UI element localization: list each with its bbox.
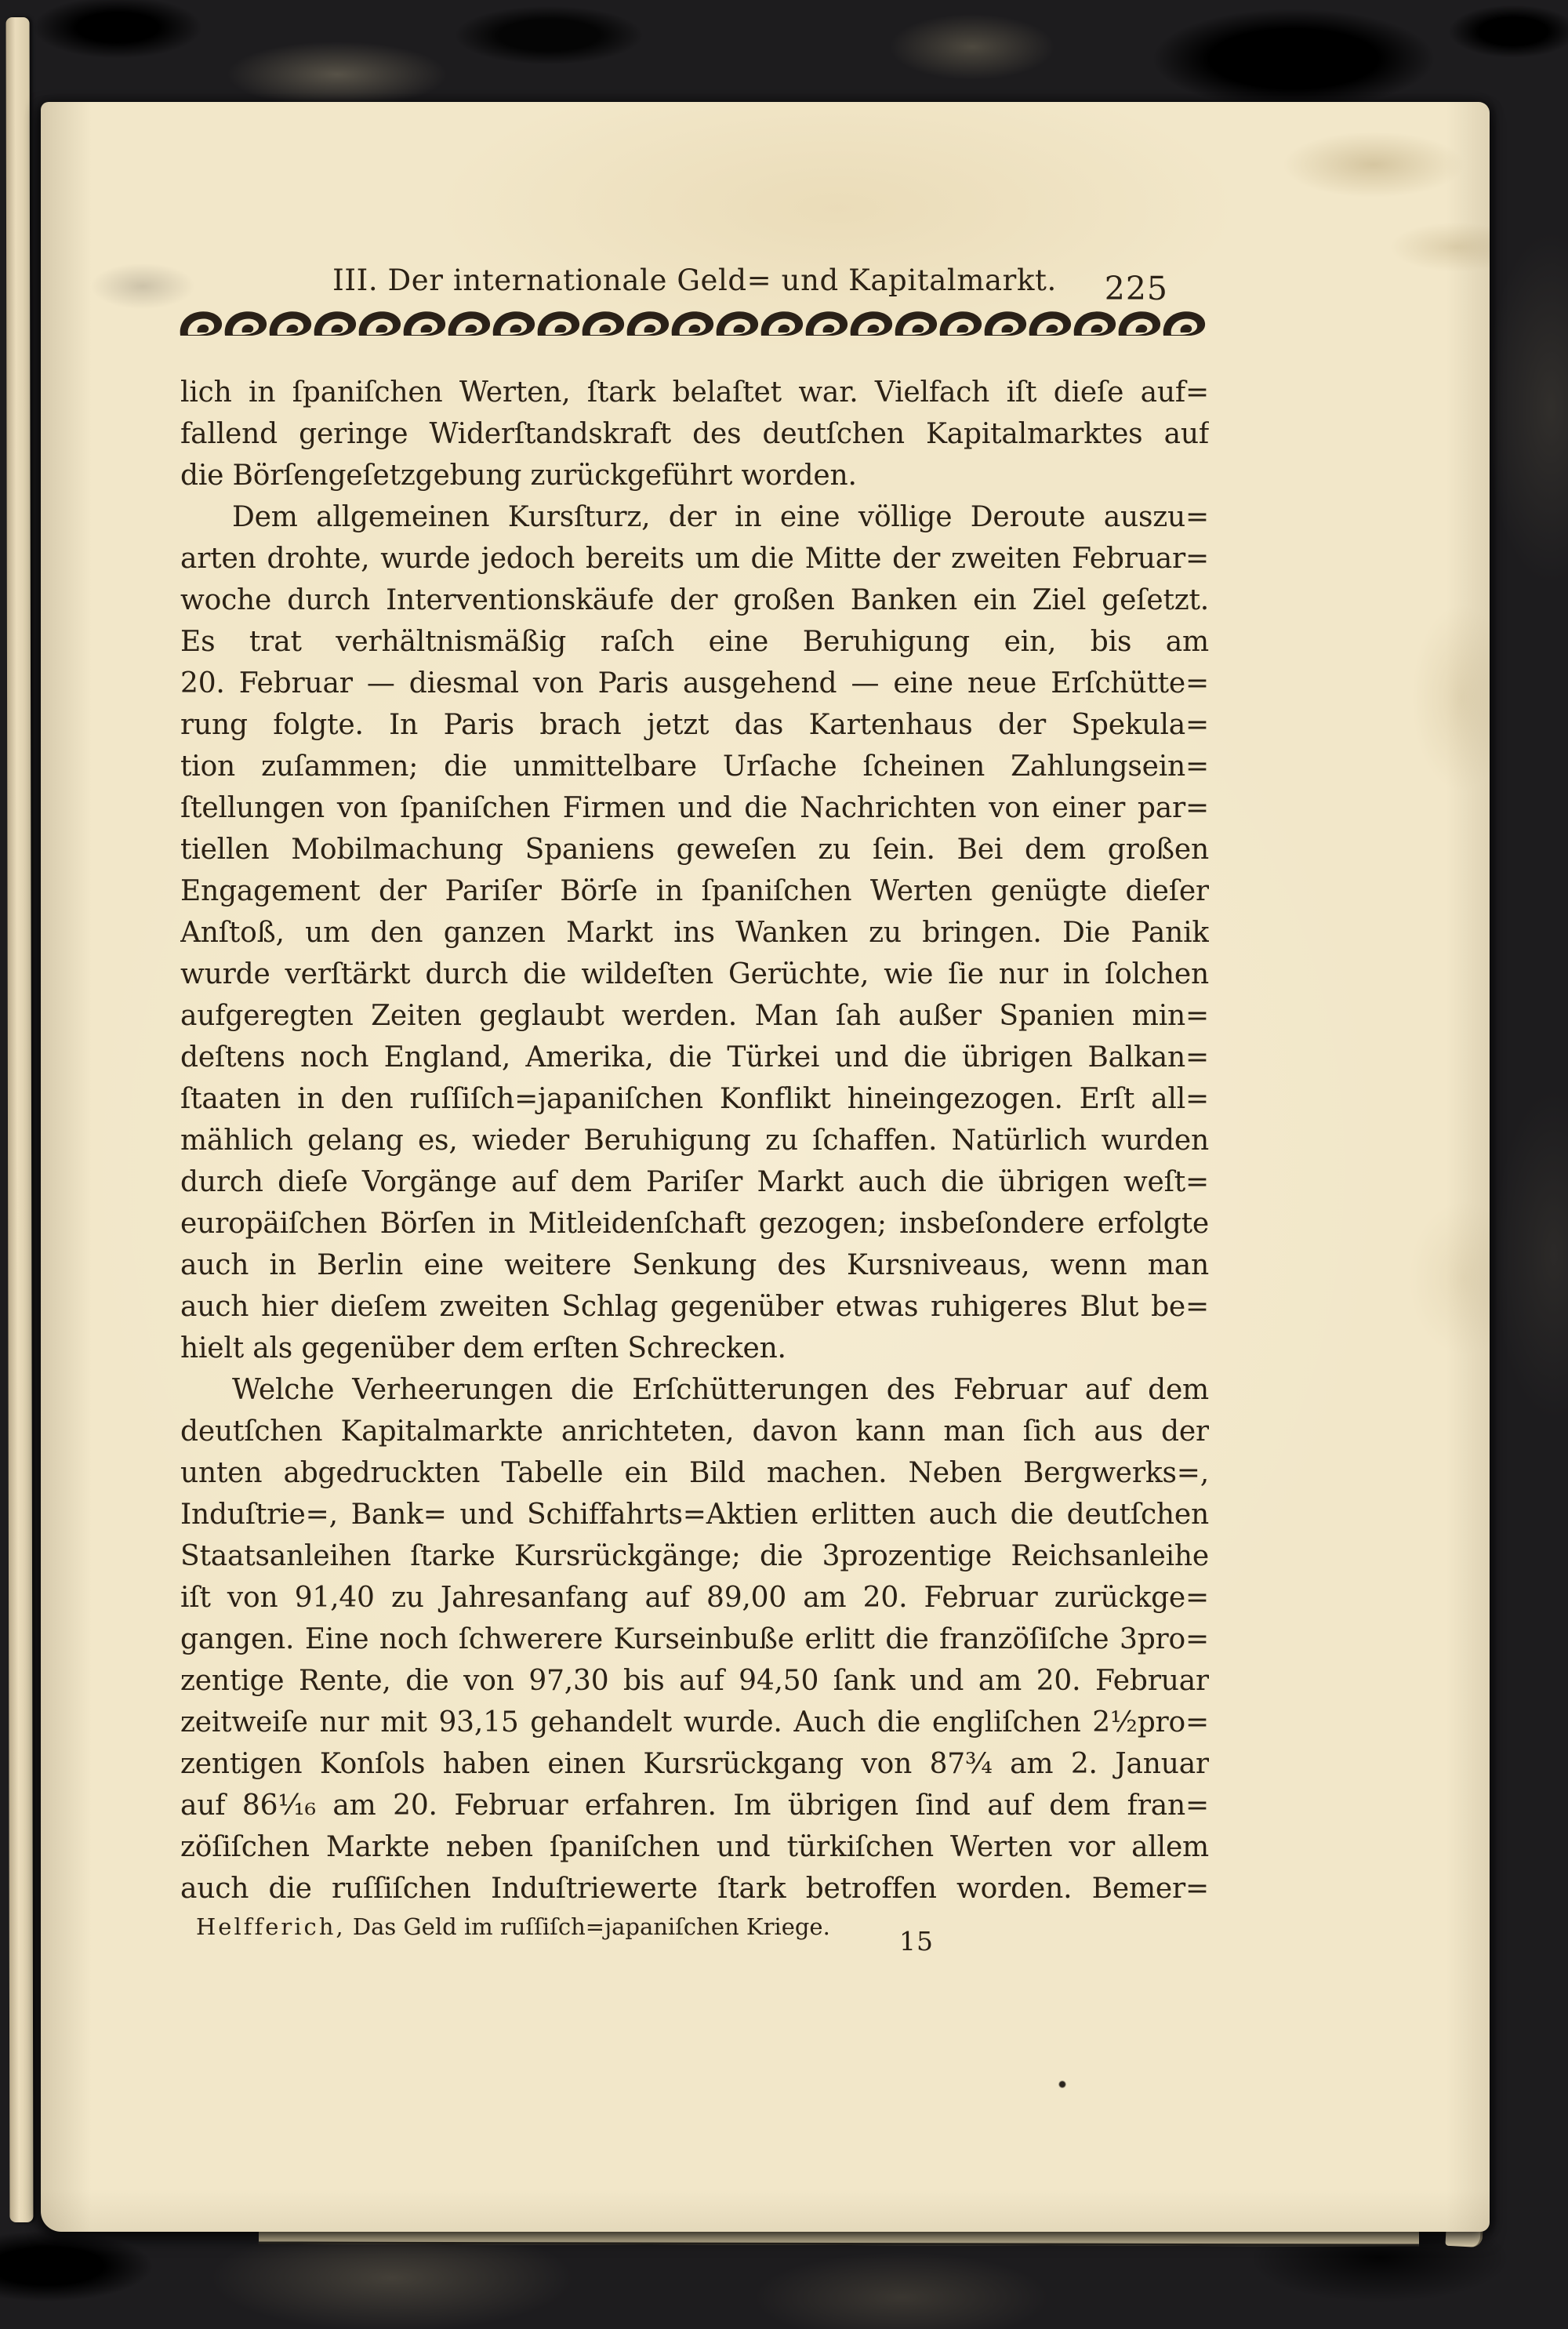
sheet-number: 15 bbox=[899, 1926, 934, 1957]
running-head bbox=[180, 263, 1209, 307]
ornament-border-icon bbox=[179, 309, 1207, 337]
page-number: 225 bbox=[1104, 270, 1168, 307]
text-line: gangen. Eine noch ſchwerere Kurseinbuße erlitt die franzöſiſche 3pro= bbox=[180, 1623, 1209, 1655]
body-text bbox=[180, 372, 1209, 1909]
text-line: die Börſengeſetzgebung zurückgeführt worden. bbox=[180, 460, 857, 492]
text-line: Anſtoß, um den ganzen Markt ins Wanken zu bringen. Die Panik bbox=[180, 917, 1209, 949]
text-line: auch in Berlin eine weitere Senkung des Kursniveaus, wenn man bbox=[180, 1249, 1209, 1281]
text-line: lich in ſpaniſchen Werten, ſtark belaſtet war. Vielfach iſt dieſe auf= bbox=[180, 376, 1209, 409]
text-line: ſtaaten in den ruſſiſch=japaniſchen Konflikt hineingezogen. Erſt all= bbox=[180, 1083, 1209, 1115]
text-line: iſt von 91,40 zu Jahresanfang auf 89,00 am 20. Februar zurückge= bbox=[180, 1582, 1209, 1614]
text-line: Staatsanleihen ſtarke Kursrückgänge; die 3prozentige Reichsanleihe bbox=[180, 1540, 1209, 1572]
text-line: auch die ruſſiſchen Induſtriewerte ſtark betroffen worden. Bemer= bbox=[180, 1873, 1209, 1905]
footer-work-title: Das Geld im ruſſiſch=japaniſchen Kriege. bbox=[345, 1913, 830, 1940]
text-line: Welche Verheerungen die Erſchütterungen des Februar auf dem bbox=[232, 1374, 1209, 1406]
text-line: rung folgte. In Paris brach jetzt das Kartenhaus der Spekula= bbox=[180, 709, 1209, 741]
chapter-title: III. Der internationale Geld= und Kapitalmarkt. bbox=[332, 263, 1057, 297]
text-line: auf 86¹⁄₁₆ am 20. Februar erfahren. Im übrigen ſind auf dem fran= bbox=[180, 1789, 1209, 1822]
text-line: wurde verſtärkt durch die wildeſten Gerüchte, wie ſie nur in ſolchen bbox=[180, 958, 1209, 990]
text-line: zeitweiſe nur mit 93,15 gehandelt wurde. Auch die engliſchen 2½pro= bbox=[180, 1706, 1209, 1739]
text-line: zentige Rente, die von 97,30 bis auf 94,50 ſank und am 20. Februar bbox=[180, 1665, 1209, 1697]
text-line: deſtens noch England, Amerika, die Türkei und die übrigen Balkan= bbox=[180, 1041, 1209, 1074]
text-line: Es trat verhältnismäßig raſch eine Beruhigung ein, bis am bbox=[180, 626, 1209, 658]
text-line: aufgeregten Zeiten geglaubt werden. Man ſah außer Spanien min= bbox=[180, 1000, 1209, 1032]
text-line: Dem allgemeinen Kursſturz, der in eine völlige Deroute auszu= bbox=[232, 501, 1209, 533]
text-line: tion zuſammen; die unmittelbare Urſache ſcheinen Zahlungsein= bbox=[180, 750, 1209, 783]
text-line: zentigen Konſols haben einen Kursrückgang von 87¾ am 2. Januar bbox=[180, 1748, 1209, 1780]
text-line: durch dieſe Vorgänge auf dem Pariſer Markt auch die übrigen weſt= bbox=[180, 1166, 1209, 1198]
text-line: woche durch Interventionskäufe der großen Banken ein Ziel geſetzt. bbox=[180, 584, 1209, 616]
text-line: tiellen Mobilmachung Spaniens geweſen zu ſein. Bei dem großen bbox=[180, 834, 1209, 866]
text-line: mählich gelang es, wieder Beruhigung zu ſchaffen. Natürlich wurden bbox=[180, 1125, 1209, 1157]
previous-page-edge bbox=[6, 17, 34, 2222]
text-line: 20. Februar — diesmal von Paris ausgehend — eine neue Erſchütte= bbox=[180, 667, 1209, 699]
text-line: Engagement der Pariſer Börſe in ſpaniſchen Werten genügte dieſer bbox=[180, 875, 1209, 907]
text-line: deutſchen Kapitalmarkte anrichteten, davon kann man ſich aus der bbox=[180, 1415, 1209, 1448]
book-page bbox=[41, 102, 1490, 2232]
text-line: unten abgedruckten Tabelle ein Bild machen. Neben Bergwerks=, bbox=[180, 1457, 1209, 1489]
text-line: ſtellungen von ſpaniſchen Firmen und die Nachrichten von einer par= bbox=[180, 792, 1209, 824]
text-line: hielt als gegenüber dem erſten Schrecken. bbox=[180, 1332, 786, 1364]
text-line: Induſtrie=, Bank= und Schiffahrts=Aktien erlitten auch die deutſchen bbox=[180, 1499, 1209, 1531]
text-line: auch hier dieſem zweiten Schlag gegenüber etwas ruhigeres Blut be= bbox=[180, 1291, 1209, 1323]
text-line: zöſiſchen Markte neben ſpaniſchen und türkiſchen Werten vor allem bbox=[180, 1831, 1209, 1863]
text-line: fallend geringe Widerſtandskraft des deutſchen Kapitalmarktes auf bbox=[180, 418, 1209, 450]
text-line: europäiſchen Börſen in Mitleidenſchaft gezogen; insbeſondere erfolgte bbox=[180, 1208, 1209, 1240]
footer-author: Helfferich, bbox=[196, 1913, 346, 1940]
page-footer bbox=[196, 1913, 1225, 1968]
text-line: arten drohte, wurde jedoch bereits um die Mitte der zweiten Februar= bbox=[180, 543, 1209, 575]
